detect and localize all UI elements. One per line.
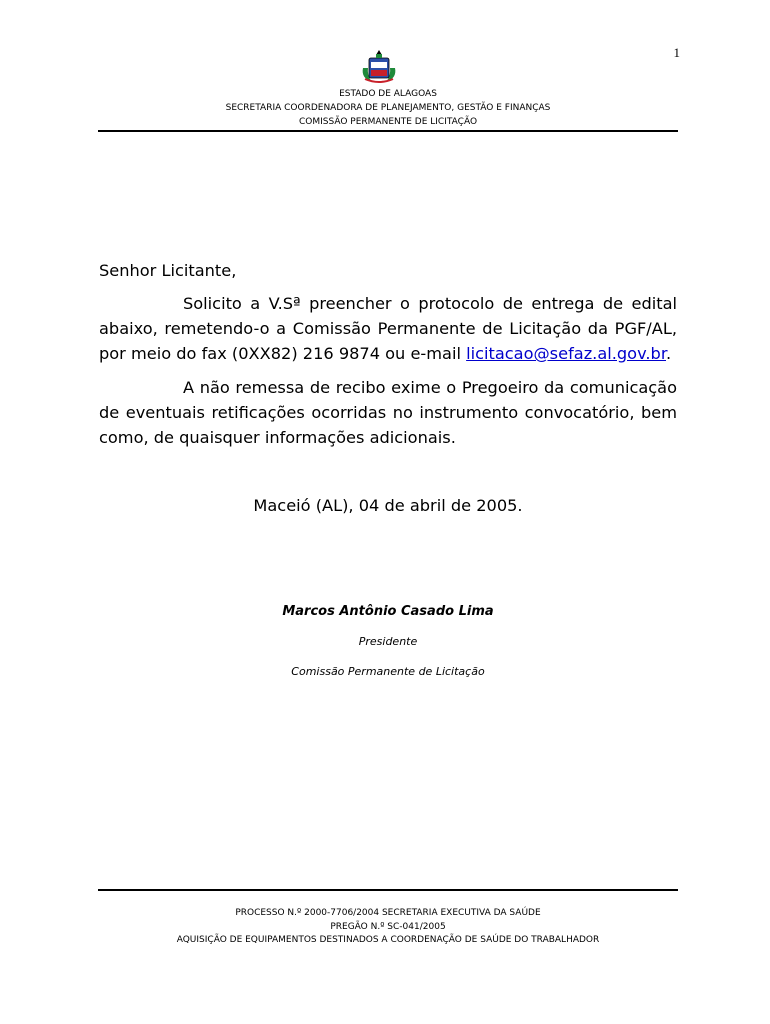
- date-line: Maceió (AL), 04 de abril de 2005.: [253, 496, 523, 515]
- footer-process: PROCESSO N.º 2000-7706/2004 SECRETARIA EXECUTIVA DA SAÚDE: [235, 908, 541, 918]
- signatory-name: Marcos Antônio Casado Lima: [282, 604, 494, 619]
- header-commission: COMISSÃO PERMANENTE DE LICITAÇÃO: [298, 117, 478, 127]
- email-link[interactable]: licitacao@sefaz.al.gov.br: [466, 344, 666, 363]
- paragraph-request-end: .: [666, 344, 672, 363]
- header-state: ESTADO DE ALAGOAS: [339, 89, 437, 99]
- footer-auction: PREGÃO N.º SC-041/2005: [330, 922, 446, 932]
- footer-divider: [98, 889, 678, 891]
- header-divider: [98, 130, 678, 132]
- signatory-organization: Comissão Permanente de Licitação: [291, 665, 485, 678]
- paragraph-notice: [99, 375, 677, 450]
- signatory-role: Presidente: [358, 635, 418, 648]
- state-coat-of-arms-icon: [359, 48, 399, 84]
- header-secretariat: SECRETARIA COORDENADORA DE PLANEJAMENTO, GESTÃO E FINANÇAS: [225, 103, 551, 113]
- paragraph-request: [99, 291, 677, 366]
- greeting: Senhor Licitante,: [99, 261, 237, 280]
- footer-acquisition: AQUISIÇÃO DE EQUIPAMENTOS DESTINADOS A COORDENAÇÃO DE SAÚDE DO TRABALHADOR: [176, 935, 600, 945]
- page-number: 1: [673, 45, 680, 60]
- paragraph-request-text: Solicito a V.Sª preencher o protocolo de entrega de edital abaixo, remetendo-o a Comissão Permanente de Licitação da PGF/AL, por meio do fax (0XX82) 216 9874 ou e-mail: [99, 294, 677, 363]
- paragraph-notice-text: A não remessa de recibo exime o Pregoeiro da comunicação de eventuais retificações ocorridas no instrumento convocatório, bem como, de quaisquer informações adicionais.: [99, 378, 677, 447]
